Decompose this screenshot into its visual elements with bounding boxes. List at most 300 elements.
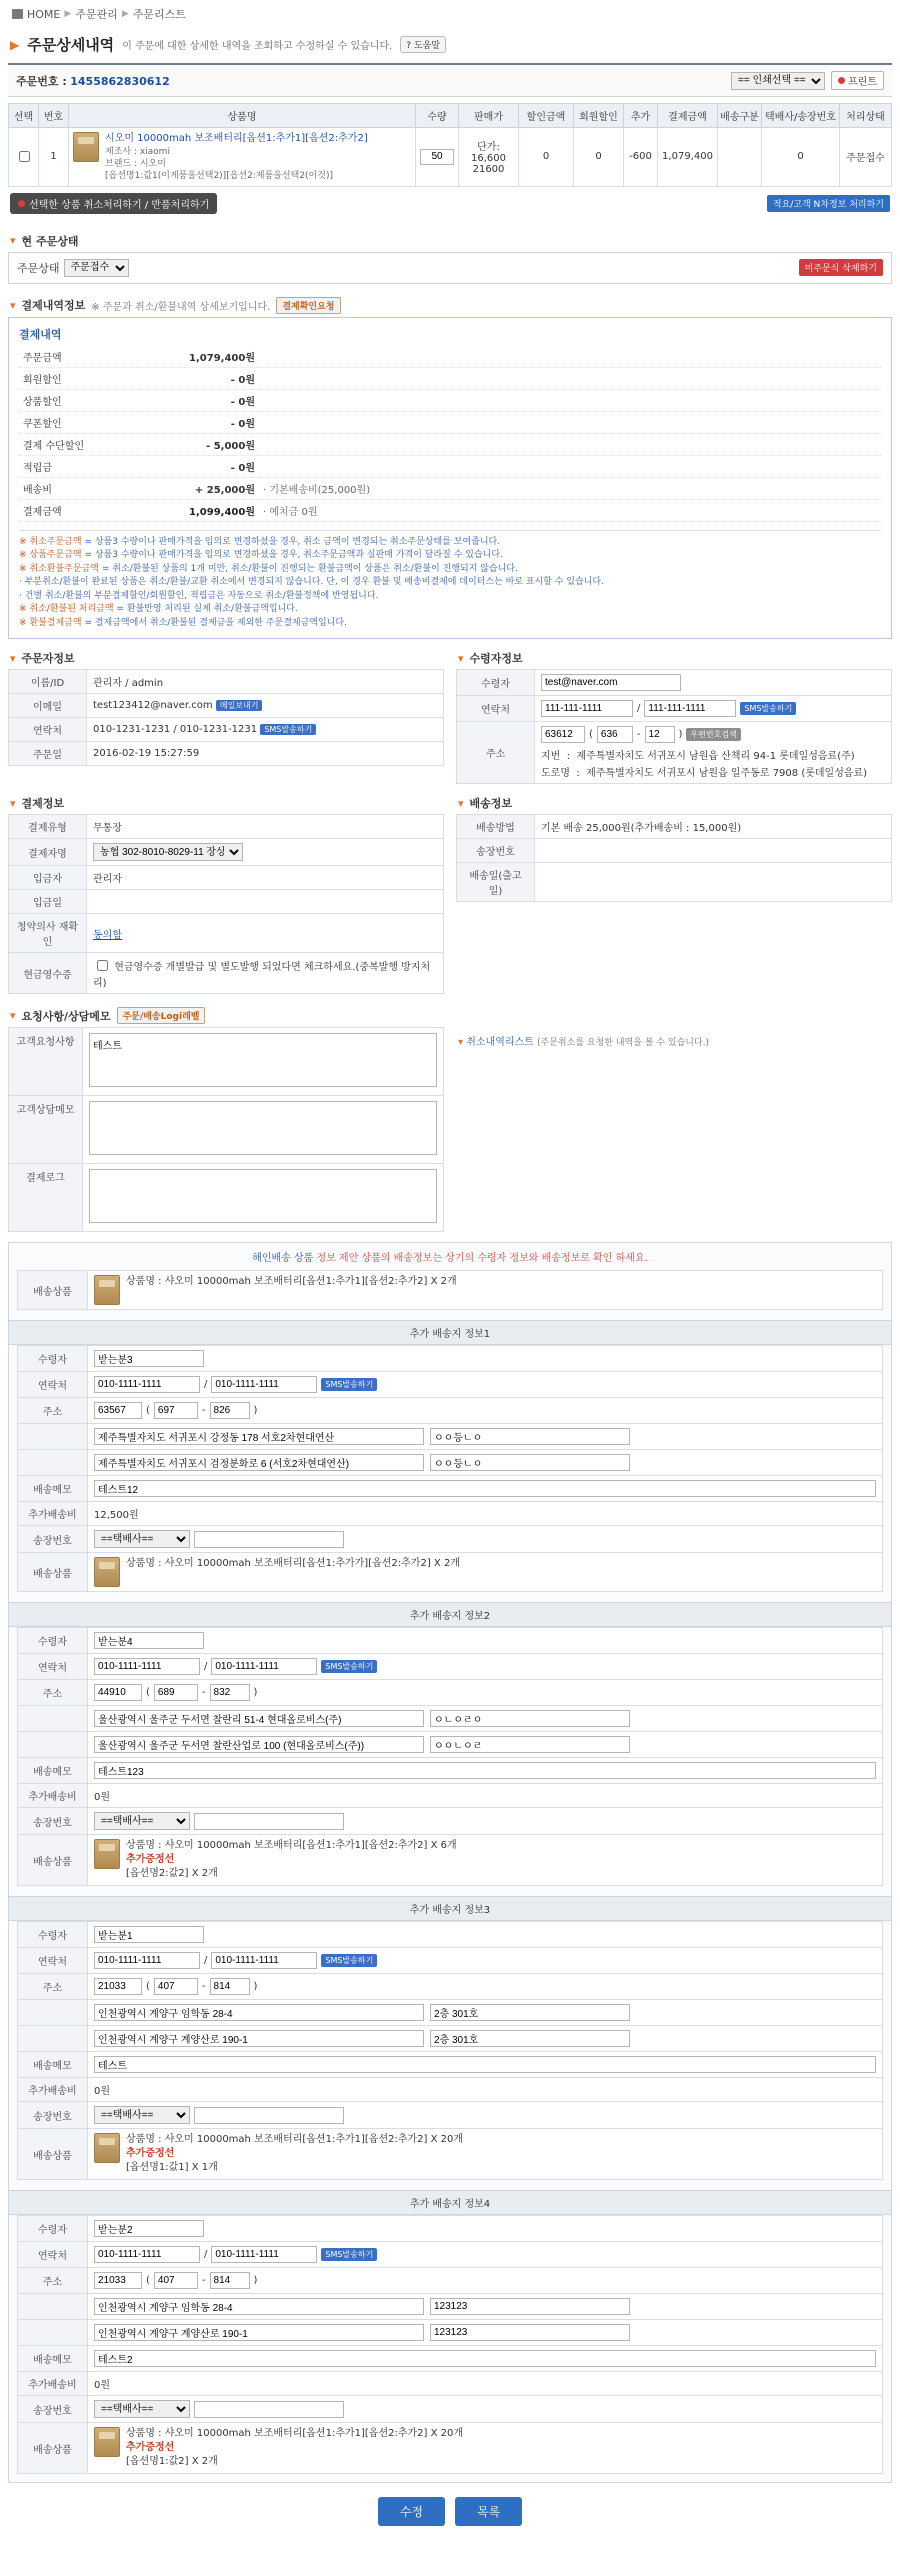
payment-header xyxy=(8,294,892,317)
payment-row-1 xyxy=(19,367,881,389)
cancel-list-title[interactable]: 취소내역리스트 xyxy=(466,1037,534,1049)
payment-key-3: 쿠폰할인 xyxy=(19,411,139,433)
receiver-phone-row xyxy=(457,696,892,722)
ship1-phone-label: 연락처 xyxy=(18,1654,88,1680)
ship2-sep: / xyxy=(204,1955,208,1967)
payinfo-val-1-cell[interactable] xyxy=(87,839,444,866)
product-name[interactable]: 시오미 10000mah 보조배터리[옵션1:추가1][옵션2:추가2] xyxy=(105,133,368,144)
ship0-courier-select[interactable] xyxy=(94,1530,190,1548)
ship-block-table-1 xyxy=(17,1627,883,1886)
payment-total-extra: · 예치금 0원 xyxy=(259,499,881,521)
payment-extra-6: · 기본배송비(25,000원) xyxy=(259,477,881,499)
ship0-memo-cell[interactable] xyxy=(88,1476,883,1502)
ship1-fee-value: 0원 xyxy=(88,1784,883,1808)
payinfo-row-0 xyxy=(9,815,444,839)
th-qty: 수량 xyxy=(416,104,459,128)
print-select[interactable] xyxy=(731,72,825,90)
ship0-memo-input[interactable] xyxy=(94,1480,876,1497)
ship3-p2: ) xyxy=(253,2275,258,2287)
ship0-prod-label: 배송상품 xyxy=(18,1553,88,1592)
payment-note-txt-3: · 부분취소/환불이 완료된 상품은 취소/환불/교환 취소에서 변경되지 않습니다. 단, 이 경우 환불 및 배송비결제에 데이터스는 바로 표시할 수 있습니다. xyxy=(19,577,604,588)
ship3-doro-k xyxy=(18,2320,88,2346)
ship0-phone-row xyxy=(18,1372,883,1398)
bank-account-select[interactable] xyxy=(93,843,243,861)
ship2-courier-select[interactable] xyxy=(94,2106,190,2124)
ship1-receiver-input[interactable] xyxy=(94,1632,204,1649)
orderer-table xyxy=(8,669,444,766)
payment-key-1: 회원할인 xyxy=(19,367,139,389)
phone-separator: / xyxy=(637,703,641,715)
payment-row-2 xyxy=(19,389,881,411)
ship2-prod-label: 배송상품 xyxy=(18,2129,88,2180)
ship0-zip[interactable] xyxy=(94,1402,142,1419)
agree-link[interactable]: 동의함 xyxy=(93,929,122,941)
ship1-a1[interactable] xyxy=(154,1684,198,1701)
order-status-panel xyxy=(8,252,892,284)
product-thumbnail xyxy=(73,132,99,162)
ship2-dash: - xyxy=(201,1981,206,1993)
ship1-fee-row xyxy=(18,1784,883,1808)
payment-log-textarea[interactable] xyxy=(89,1169,437,1223)
ship2-addr-cell xyxy=(88,1974,883,2000)
ship2-memo-cell[interactable] xyxy=(88,2052,883,2078)
row-select-cell[interactable] xyxy=(9,128,39,187)
ship0-receiver-row xyxy=(18,1346,883,1372)
payment-note-1 xyxy=(19,549,881,563)
ship0-phone1[interactable] xyxy=(94,1376,200,1393)
page-title-bar xyxy=(8,30,892,63)
row-shiptype xyxy=(718,128,762,187)
ship-block-table-2 xyxy=(17,1921,883,2180)
order-status-section xyxy=(8,230,892,284)
payment-note-txt-2: = 취소/환불된 상품의 1개 미만, 취소/환불이 진행되는 환불금액이 상품은 취소/환불이 진행되지 않습니다. xyxy=(101,563,518,574)
help-button[interactable]: ? 도움말 xyxy=(400,36,446,53)
ship3-addr-label: 주소 xyxy=(18,2268,88,2294)
payment-val-0: 1,079,400원 xyxy=(139,346,259,368)
ship1-doro-extra[interactable] xyxy=(430,1736,630,1753)
ship1-phone1[interactable] xyxy=(94,1658,200,1675)
counsel-memo-textarea[interactable] xyxy=(89,1101,437,1155)
ship2-jibun-extra[interactable] xyxy=(430,2004,630,2021)
orderer-val-0: 관리자 / admin xyxy=(87,670,444,694)
ship1-memo-label: 배송메모 xyxy=(18,1758,88,1784)
ship2-doro-extra[interactable] xyxy=(430,2030,630,2047)
ship2-invoice-label: 송장번호 xyxy=(18,2102,88,2129)
ship0-jibun-extra[interactable] xyxy=(430,1428,630,1445)
orderer-column xyxy=(8,647,444,784)
ship1-receiver-cell[interactable] xyxy=(88,1628,883,1654)
orderer-row-2 xyxy=(9,718,444,742)
payment-confirm-button[interactable]: 결제확인요청 xyxy=(276,297,340,314)
receiver-title: 수령자정보 xyxy=(469,652,523,666)
receiver-zip-input[interactable] xyxy=(541,726,585,743)
ship1-zip[interactable] xyxy=(94,1684,142,1701)
ship2-product-add2: [옵션명1:값1] X 1개 xyxy=(126,2162,218,2174)
payment-note: ※ 주문과 취소/환불내역 상세보기입니다. xyxy=(91,301,271,313)
order-status-select[interactable] xyxy=(64,259,129,277)
ship2-invoice-input[interactable] xyxy=(194,2107,344,2124)
ship2-product-row xyxy=(18,2129,883,2180)
section-marker-icon-3: ▾ xyxy=(10,651,16,665)
receiver-column xyxy=(456,647,892,784)
ship0-receiver-label: 수령자 xyxy=(18,1346,88,1372)
ship3-jibun-row xyxy=(18,2294,883,2320)
ship1-invoice-cell xyxy=(88,1808,883,1835)
memo-title: 요청사항/상담메모 xyxy=(21,1009,111,1023)
delete-order-label: 미주문식 삭제하기 xyxy=(804,264,877,275)
payment-row-4 xyxy=(19,433,881,455)
orderer-key-0: 이름/ID xyxy=(9,670,87,694)
request-log-button[interactable]: 주문/배송Logi레벨 xyxy=(117,1007,206,1024)
row-product xyxy=(69,128,416,187)
ship3-phone-label: 연락처 xyxy=(18,2242,88,2268)
ship1-doro-k xyxy=(18,1732,88,1758)
ship3-doro-input[interactable] xyxy=(94,2324,424,2341)
ship2-receiver-cell[interactable] xyxy=(88,1922,883,1948)
orderer-email: test123412@naver.com xyxy=(93,700,213,712)
row-discount: 0 xyxy=(519,128,574,187)
payment-note-hd-6: ※ 환불결제금액 xyxy=(19,617,82,628)
orderer-row-3 xyxy=(9,742,444,766)
ship3-phone2[interactable] xyxy=(211,2246,317,2263)
payment-key-2: 상품할인 xyxy=(19,389,139,411)
shipping-note-left: 해인배송 상품 xyxy=(252,1253,314,1265)
payment-notes xyxy=(19,530,881,631)
ship1-sms-button[interactable]: SMS발송하기 xyxy=(321,1660,377,1673)
cancel-return-button[interactable] xyxy=(10,193,217,214)
memo-val-0-cell[interactable] xyxy=(83,1028,444,1096)
ship1-product-add: 추가증정선 xyxy=(126,1854,175,1866)
ship1-phone2[interactable] xyxy=(211,1658,317,1675)
shipinfo-title: 배송정보 xyxy=(469,797,513,811)
orderer-key-3: 주문일 xyxy=(9,742,87,766)
send-mail-button[interactable]: 메일보내기 xyxy=(216,700,263,711)
ship0-phone-label: 연락처 xyxy=(18,1372,88,1398)
ship2-phone-row xyxy=(18,1948,883,1974)
th-product: 상품명 xyxy=(69,104,416,128)
cancel-list-note: (주문취소를 요청한 내역을 볼 수 있습니다.) xyxy=(537,1038,710,1049)
orderer-header xyxy=(8,647,444,669)
ship2-doro-cell xyxy=(88,2026,883,2052)
ship1-memo-cell[interactable] xyxy=(88,1758,883,1784)
ship0-p1: ( xyxy=(146,1405,150,1417)
receiver-addr-row xyxy=(457,722,892,784)
ship2-doro-input[interactable] xyxy=(94,2030,424,2047)
th-select: 선택 xyxy=(9,104,39,128)
ship3-doro-cell xyxy=(88,2320,883,2346)
ship0-a2[interactable] xyxy=(210,1402,250,1419)
home-icon[interactable] xyxy=(12,9,23,19)
ship0-p2: ) xyxy=(253,1405,258,1417)
order-number-value: 1455862830612 xyxy=(70,74,170,88)
ship2-doro-row xyxy=(18,2026,883,2052)
payment-note-hd-5: ※ 취소/환불된 처리금액 xyxy=(19,604,114,615)
payment-val-1: - 0원 xyxy=(139,367,259,389)
row-price-unit: 단가: 16,600 xyxy=(471,142,506,165)
table-header-row xyxy=(9,104,892,128)
ship2-phone2[interactable] xyxy=(211,1952,317,1969)
ship3-zip[interactable] xyxy=(94,2272,142,2289)
ship3-product: 상품명 : 샤오미 10000mah 보조배터리[옵션1:추가1][옵션2:추가2] X 20개 xyxy=(126,2428,464,2440)
ship3-memo-input[interactable] xyxy=(94,2350,876,2367)
colon1: : xyxy=(563,751,574,763)
ship3-doro-extra[interactable] xyxy=(430,2324,630,2341)
payinfo-column xyxy=(8,792,444,994)
cancel-return-label: 선택한 상품 취소처리하기 / 반품처리하기 xyxy=(29,199,210,211)
order-items-table xyxy=(8,103,892,187)
th-member-discount: 회원할인 xyxy=(574,104,624,128)
ship0-sms-button[interactable]: SMS발송하기 xyxy=(321,1378,377,1391)
ship3-phone-row xyxy=(18,2242,883,2268)
payment-note-txt-0: = 상품3 수량이나 판매가격을 임의로 변경하셨을 경우, 취소 금액이 변경되는 취소주문상태를 보여줍니다. xyxy=(84,536,501,547)
th-price: 판매가 xyxy=(459,104,519,128)
row-add: -600 xyxy=(624,128,658,187)
payment-section xyxy=(8,294,892,640)
ship3-phone1[interactable] xyxy=(94,2246,200,2263)
ship3-jibun-input[interactable] xyxy=(94,2298,424,2315)
memo-val-2-cell[interactable] xyxy=(83,1164,444,1232)
orderer-row-0 xyxy=(9,670,444,694)
receiver-name-cell[interactable] xyxy=(535,670,892,696)
table-row xyxy=(9,128,892,187)
receiver-name-row xyxy=(457,670,892,696)
ship3-receiver-row xyxy=(18,2216,883,2242)
ship2-sms-button[interactable]: SMS발송하기 xyxy=(321,1954,377,1967)
ship1-memo-row xyxy=(18,1758,883,1784)
receiver-jibun-line xyxy=(541,747,885,762)
payment-note-hd-2: ※ 취소환불주문금액 xyxy=(19,563,99,574)
page-title: 주문상세내역 xyxy=(27,36,115,54)
payment-note-txt-5: = 환불반영 처리된 실제 취소/환불금액입니다. xyxy=(116,604,298,615)
payment-extra-2 xyxy=(259,389,881,411)
customer-request-textarea[interactable] xyxy=(89,1033,437,1087)
ship0-doro-row xyxy=(18,1450,883,1476)
ship1-addr-row xyxy=(18,1680,883,1706)
breadcrumb-item-1[interactable]: 주문리스트 xyxy=(132,8,186,21)
order-number-bar xyxy=(8,63,892,97)
ship3-invoice-input[interactable] xyxy=(194,2401,344,2418)
ship0-doro-k xyxy=(18,1450,88,1476)
ship3-receiver-cell[interactable] xyxy=(88,2216,883,2242)
page-description: 이 주문에 대한 상세한 내역을 조회하고 수정하실 수 있습니다. xyxy=(122,41,393,52)
chevron-right-icon: ▶ xyxy=(64,9,72,19)
payinfo-val-4-cell xyxy=(87,914,444,953)
receiver-addr-no2[interactable] xyxy=(645,726,675,743)
orderer-row-1 xyxy=(9,694,444,718)
cash-receipt-label: 현금영수증 개별발급 및 별도발행 되었다면 체크하세요.(중복발행 방지처리) xyxy=(93,962,431,990)
ship0-fee-value: 12,500원 xyxy=(88,1502,883,1526)
payment-title: 결제내역정보 xyxy=(21,299,86,313)
ship2-a2[interactable] xyxy=(210,1978,250,1995)
payment-note-2 xyxy=(19,563,881,577)
ship1-invoice-label: 송장번호 xyxy=(18,1808,88,1835)
ship2-fee-value: 0원 xyxy=(88,2078,883,2102)
receiver-jibun-value: 제주특별자치도 서귀포시 남원읍 산책리 94-1 롯데일성음료(주) xyxy=(576,751,855,763)
payinfo-shipinfo-columns xyxy=(8,792,892,994)
ship2-invoice-row xyxy=(18,2102,883,2129)
receiver-sms-button[interactable]: SMS발송하기 xyxy=(740,702,796,715)
memo-val-1-cell[interactable] xyxy=(83,1096,444,1164)
payment-val-3: - 0원 xyxy=(139,411,259,433)
ship3-courier-select[interactable] xyxy=(94,2400,190,2418)
ship0-doro-extra[interactable] xyxy=(430,1454,630,1471)
row-price-total: 21600 xyxy=(472,164,505,176)
row-status: 주문접수 xyxy=(840,128,892,187)
ship3-receiver-input[interactable] xyxy=(94,2220,204,2237)
th-shiptype: 배송구분 xyxy=(718,104,762,128)
payment-extra-0 xyxy=(259,346,881,368)
ship3-memo-row xyxy=(18,2346,883,2372)
ship3-fee-row xyxy=(18,2372,883,2396)
payment-box-title: 결제내역 xyxy=(19,327,62,341)
ship0-phone-cell xyxy=(88,1372,883,1398)
receiver-phone2-input[interactable] xyxy=(644,700,736,717)
payinfo-key-5: 현금영수증 xyxy=(9,953,87,994)
th-add: 추가 xyxy=(624,104,658,128)
product-thumbnail-1 xyxy=(94,1839,120,1869)
ship-invoice-value[interactable] xyxy=(535,839,892,863)
ship3-p1: ( xyxy=(146,2275,150,2287)
qty-input[interactable] xyxy=(420,149,454,165)
th-courier: 택배사/송장번호 xyxy=(762,104,840,128)
row-pay: 1,079,400 xyxy=(658,128,718,187)
ship-block-title-0: 추가 배송지 정보1 xyxy=(9,1320,891,1345)
payment-val-2: - 0원 xyxy=(139,389,259,411)
ship2-memo-input[interactable] xyxy=(94,2056,876,2073)
payment-extra-5 xyxy=(259,455,881,477)
ship2-phone1[interactable] xyxy=(94,1952,200,1969)
payinfo-row-3 xyxy=(9,890,444,914)
payment-val-4: - 5,000원 xyxy=(139,433,259,455)
orderer-title: 주문자정보 xyxy=(21,652,75,666)
orderer-val-2-cell xyxy=(87,718,444,742)
ship2-jibun-k xyxy=(18,2000,88,2026)
payment-extra-4 xyxy=(259,433,881,455)
dash: - xyxy=(636,729,641,741)
ship-block-title-1: 추가 배송지 정보2 xyxy=(9,1602,891,1627)
ship0-receiver-cell[interactable] xyxy=(88,1346,883,1372)
ship3-addr-row xyxy=(18,2268,883,2294)
product-options: [옵션명1:값1(이게품을선택2)][옵션2:제품을선택2(이것)] xyxy=(105,170,333,181)
row-member-discount: 0 xyxy=(574,128,624,187)
row-checkbox[interactable] xyxy=(19,151,30,162)
receiver-phone1-input[interactable] xyxy=(541,700,633,717)
ship1-invoice-input[interactable] xyxy=(194,1813,344,1830)
ship1-jibun-extra[interactable] xyxy=(430,1710,630,1727)
payment-note-4 xyxy=(19,590,881,604)
receiver-addr-no1[interactable] xyxy=(597,726,633,743)
ship0-sep: / xyxy=(204,1379,208,1391)
order-status-title: 현 주문상태 xyxy=(21,234,79,248)
ship0-jibun-input[interactable] xyxy=(94,1428,424,1445)
ship1-jibun-cell xyxy=(88,1706,883,1732)
ship3-addr-cell xyxy=(88,2268,883,2294)
ship0-fee-label: 추가배송비 xyxy=(18,1502,88,1526)
ship0-product-row xyxy=(18,1553,883,1592)
order-number-label: 주문번호 : xyxy=(16,74,67,88)
list-button[interactable]: 목록 xyxy=(455,2497,522,2526)
chevron-right-icon-2: ▶ xyxy=(121,9,129,19)
ship3-phone-cell xyxy=(88,2242,883,2268)
payment-extra-1 xyxy=(259,367,881,389)
payment-box xyxy=(8,317,892,640)
ship2-jibun-input[interactable] xyxy=(94,2004,424,2021)
customer-info-button[interactable]: 적요/고객 N차정보 처리하기 xyxy=(767,195,890,212)
ship3-memo-cell[interactable] xyxy=(88,2346,883,2372)
row-no: 1 xyxy=(39,128,69,187)
memo-header xyxy=(8,1004,892,1027)
zip-search-button[interactable]: 우편번호검색 xyxy=(686,728,740,741)
ship1-jibun-input[interactable] xyxy=(94,1710,424,1727)
payinfo-val-5-cell xyxy=(87,953,444,994)
ship0-prod-cell xyxy=(88,1553,883,1592)
th-discount: 할인금액 xyxy=(519,104,574,128)
payinfo-key-3: 입금일 xyxy=(9,890,87,914)
ship0-doro-cell xyxy=(88,1450,883,1476)
ship2-memo-label: 배송메모 xyxy=(18,2052,88,2078)
send-sms-button[interactable]: SMS발송하기 xyxy=(260,724,316,735)
receiver-addr-label: 주소 xyxy=(457,722,535,784)
ship2-receiver-input[interactable] xyxy=(94,1926,204,1943)
orderer-date: 2016-02-19 15:27:59 xyxy=(87,742,444,766)
receiver-name-input[interactable] xyxy=(541,674,681,691)
ship0-doro-input[interactable] xyxy=(94,1454,424,1471)
row-qty-cell[interactable] xyxy=(416,128,459,187)
ship1-doro-cell xyxy=(88,1732,883,1758)
breadcrumb-home[interactable]: HOME xyxy=(27,7,61,21)
ship2-phone-cell xyxy=(88,1948,883,1974)
print-button[interactable] xyxy=(831,71,884,90)
title-marker-icon: ▶ xyxy=(10,37,20,52)
ship1-doro-input[interactable] xyxy=(94,1736,424,1753)
ship1-doro-row xyxy=(18,1732,883,1758)
ship0-phone2[interactable] xyxy=(211,1376,317,1393)
ship0-receiver-input[interactable] xyxy=(94,1350,204,1367)
ship2-a1[interactable] xyxy=(154,1978,198,1995)
ship0-a1[interactable] xyxy=(154,1402,198,1419)
delete-order-button[interactable] xyxy=(799,259,883,276)
ship3-invoice-cell xyxy=(88,2396,883,2423)
ship1-courier-select[interactable] xyxy=(94,1812,190,1830)
ship0-invoice-cell xyxy=(88,1526,883,1553)
ship1-a2[interactable] xyxy=(210,1684,250,1701)
ship0-addr-row xyxy=(18,1398,883,1424)
shipinfo-table xyxy=(456,814,892,902)
ship2-fee-row xyxy=(18,2078,883,2102)
breadcrumb-item-0[interactable]: 주문관리 xyxy=(75,8,118,21)
breadcrumb xyxy=(8,0,892,30)
ship1-memo-input[interactable] xyxy=(94,1762,876,1779)
ship2-addr-label: 주소 xyxy=(18,1974,88,2000)
product-thumbnail-2 xyxy=(94,2133,120,2163)
th-pay: 결제금액 xyxy=(658,104,718,128)
ship2-fee-label: 추가배송비 xyxy=(18,2078,88,2102)
ship3-jibun-extra[interactable] xyxy=(430,2298,630,2315)
ship2-p2: ) xyxy=(253,1981,258,1993)
ship3-a1[interactable] xyxy=(154,2272,198,2289)
ship3-fee-label: 추가배송비 xyxy=(18,2372,88,2396)
ship2-zip[interactable] xyxy=(94,1978,142,1995)
ship0-invoice-input[interactable] xyxy=(194,1531,344,1548)
shipping-main-product: 상품명 : 샤오미 10000mah 보조배터리[옵션1:추가1][옵션2:추가2] X 2개 xyxy=(126,1276,457,1288)
ship3-sms-button[interactable]: SMS발송하기 xyxy=(321,2248,377,2261)
ship2-receiver-label: 수령자 xyxy=(18,1922,88,1948)
save-button[interactable]: 수정 xyxy=(378,2497,445,2526)
cash-receipt-checkbox[interactable] xyxy=(97,960,108,971)
ship3-a2[interactable] xyxy=(210,2272,250,2289)
ship-method-row xyxy=(457,815,892,839)
memo-row-2 xyxy=(9,1164,444,1232)
